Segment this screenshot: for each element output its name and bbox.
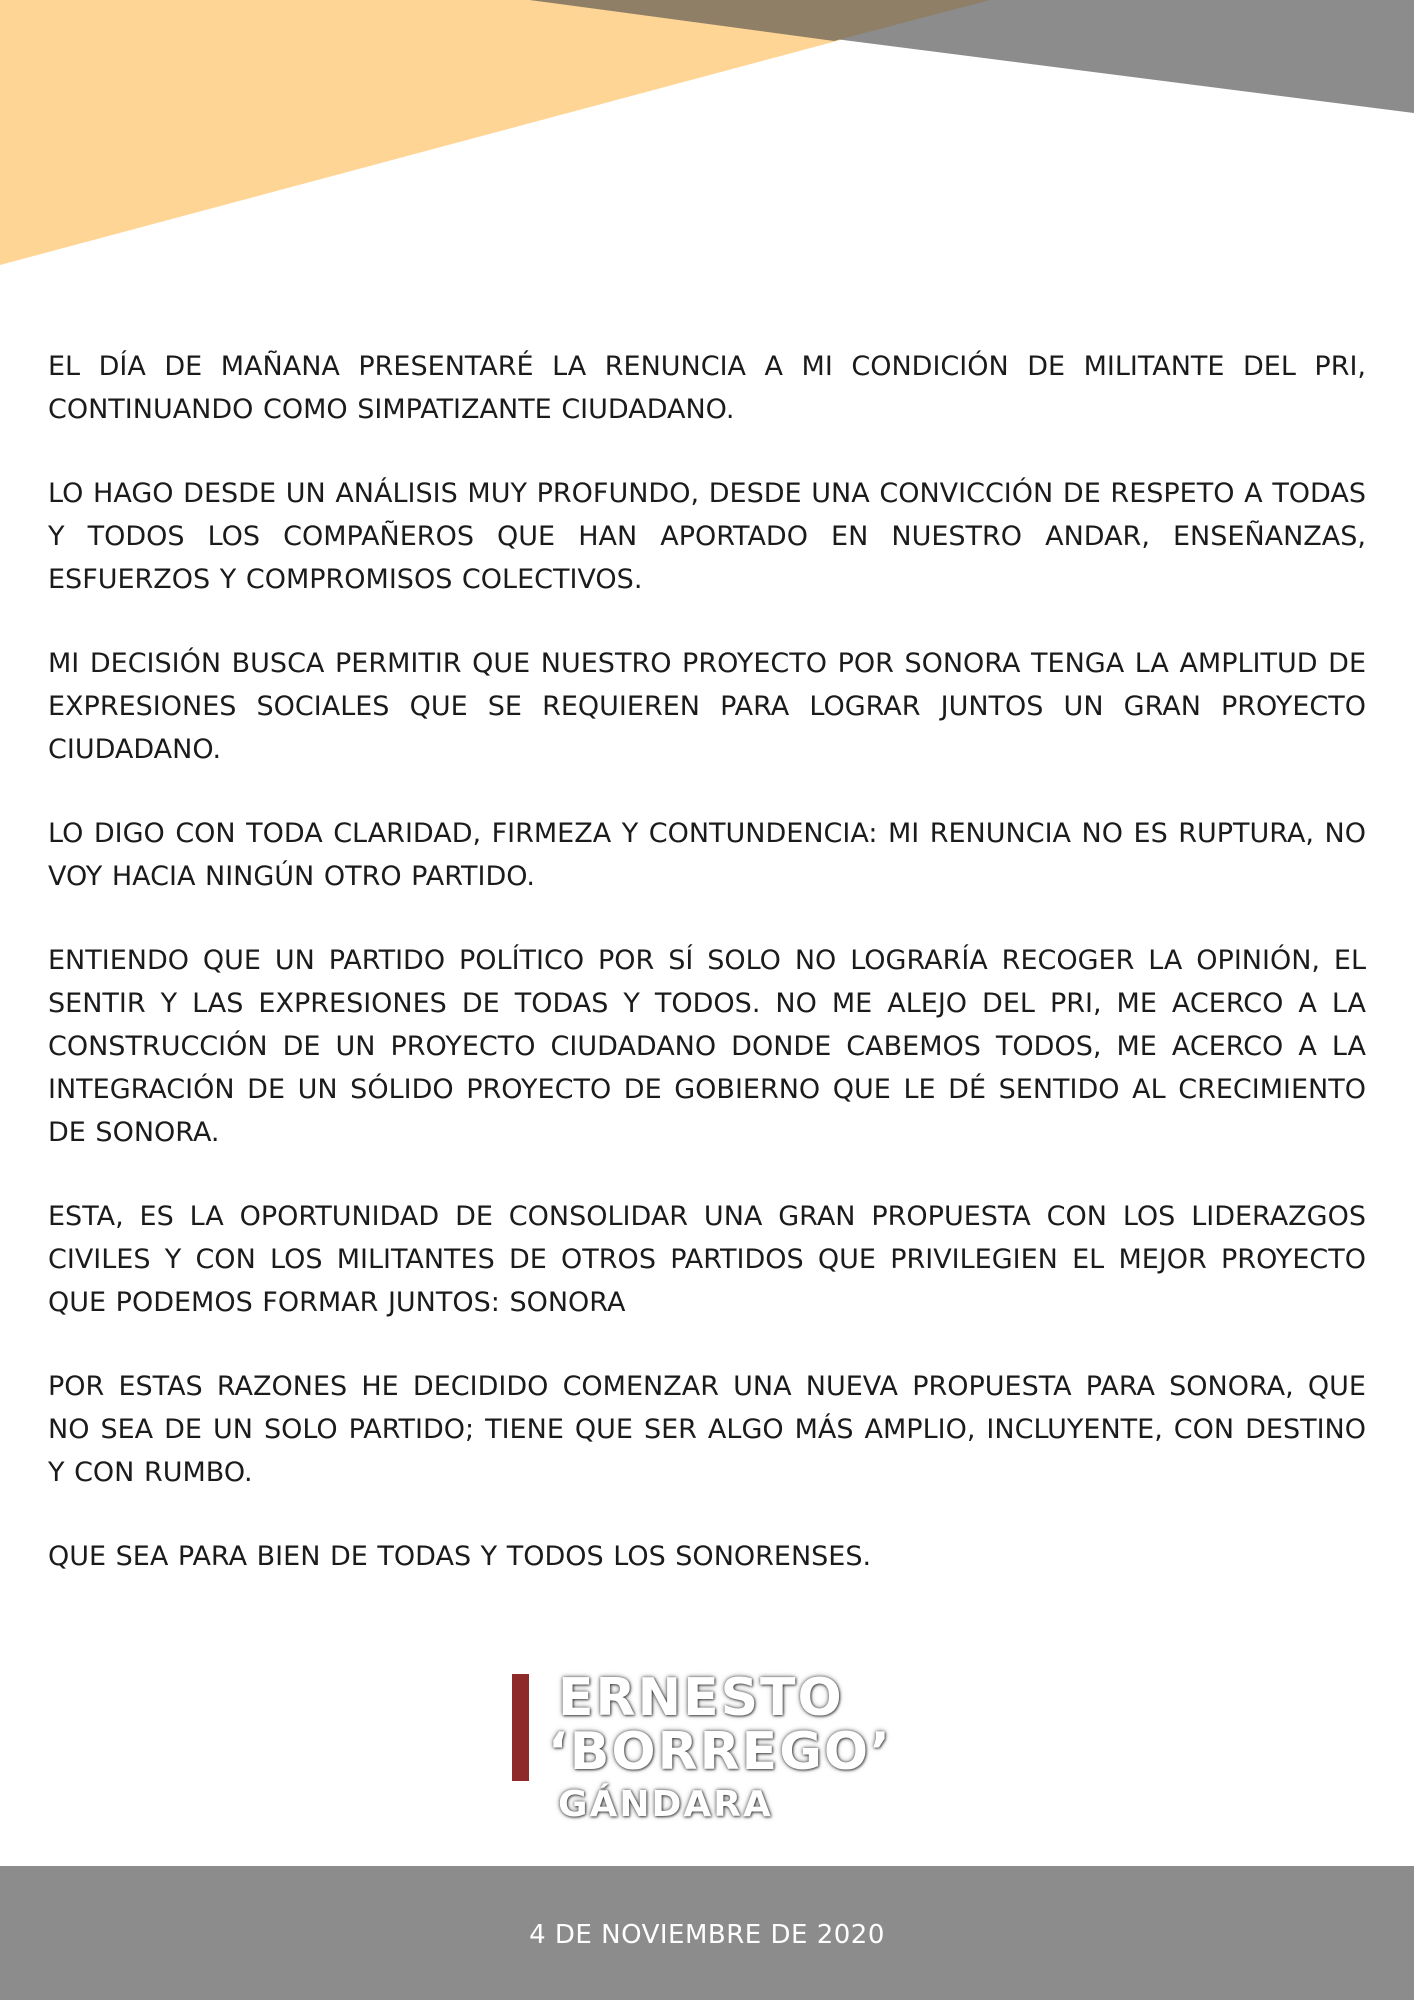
header-decoration bbox=[0, 0, 1414, 270]
paragraph-analysis: LO HAGO DESDE UN ANÁLISIS MUY PROFUNDO, DESDE UNA CONVICCIÓN DE RESPETO A TODAS Y TODOS LOS COMPAÑEROS QUE HAN APORTADO EN NUESTRO ANDAR, ENSEÑANZAS, ESFUERZOS Y COMPROMISOS COLECTIVOS. bbox=[48, 478, 1366, 595]
signature-first-name: ERNESTO bbox=[558, 1668, 844, 1728]
footer-date: 4 DE NOVIEMBRE DE 2020 bbox=[529, 1920, 885, 1950]
paragraph-decision: MI DECISIÓN BUSCA PERMITIR QUE NUESTRO PROYECTO POR SONORA TENGA LA AMPLITUD DE EXPRESIONES SOCIALES QUE SE REQUIEREN PARA LOGRAR JUNTOS UN GRAN PROYECTO CIUDADANO. bbox=[48, 648, 1366, 765]
paragraph-clarity: LO DIGO CON TODA CLARIDAD, FIRMEZA Y CONTUNDENCIA: MI RENUNCIA NO ES RUPTURA, NO VOY HACIA NINGÚN OTRO PARTIDO. bbox=[48, 818, 1366, 892]
paragraph-understanding: ENTIENDO QUE UN PARTIDO POLÍTICO POR SÍ SOLO NO LOGRARÍA RECOGER LA OPINIÓN, EL SENTIR Y LAS EXPRESIONES DE TODAS Y TODOS. NO ME ALEJO DEL PRI, ME ACERCO A LA CONSTRUCCIÓN DE UN PROYECTO CIUDADANO DONDE CABEMOS TODOS, ME ACERCO A LA INTEGRACIÓN DE UN SÓLIDO PROYECTO DE GOBIERNO QUE LE DÉ SENTIDO AL CRECIMIENTO DE SONORA. bbox=[48, 945, 1366, 1148]
signature-last-name: GÁNDARA bbox=[558, 1784, 773, 1825]
signature-nickname: ‘BORREGO’ bbox=[548, 1722, 892, 1782]
signature-red-bar bbox=[512, 1674, 529, 1781]
paragraph-new-proposal: POR ESTAS RAZONES HE DECIDIDO COMENZAR UNA NUEVA PROPUESTA PARA SONORA, QUE NO SEA DE UN SOLO PARTIDO; TIENE QUE SER ALGO MÁS AMPLIO, INCLUYENTE, CON DESTINO Y CON RUMBO. bbox=[48, 1371, 1366, 1488]
paragraph-opportunity: ESTA, ES LA OPORTUNIDAD DE CONSOLIDAR UNA GRAN PROPUESTA CON LOS LIDERAZGOS CIVILES Y CON LOS MILITANTES DE OTROS PARTIDOS QUE PRIVILEGIEN EL MEJOR PROYECTO QUE PODEMOS FORMAR JUNTOS: SONORA bbox=[48, 1201, 1366, 1318]
footer-bar bbox=[0, 1866, 1414, 2000]
letter-body bbox=[48, 345, 1366, 1619]
signature-logo bbox=[510, 1670, 890, 1830]
paragraph-resignation: EL DÍA DE MAÑANA PRESENTARÉ LA RENUNCIA A MI CONDICIÓN DE MILITANTE DEL PRI, CONTINUANDO COMO SIMPATIZANTE CIUDADANO. bbox=[48, 351, 1366, 425]
paragraph-closing: QUE SEA PARA BIEN DE TODAS Y TODOS LOS SONORENSES. bbox=[48, 1541, 872, 1572]
